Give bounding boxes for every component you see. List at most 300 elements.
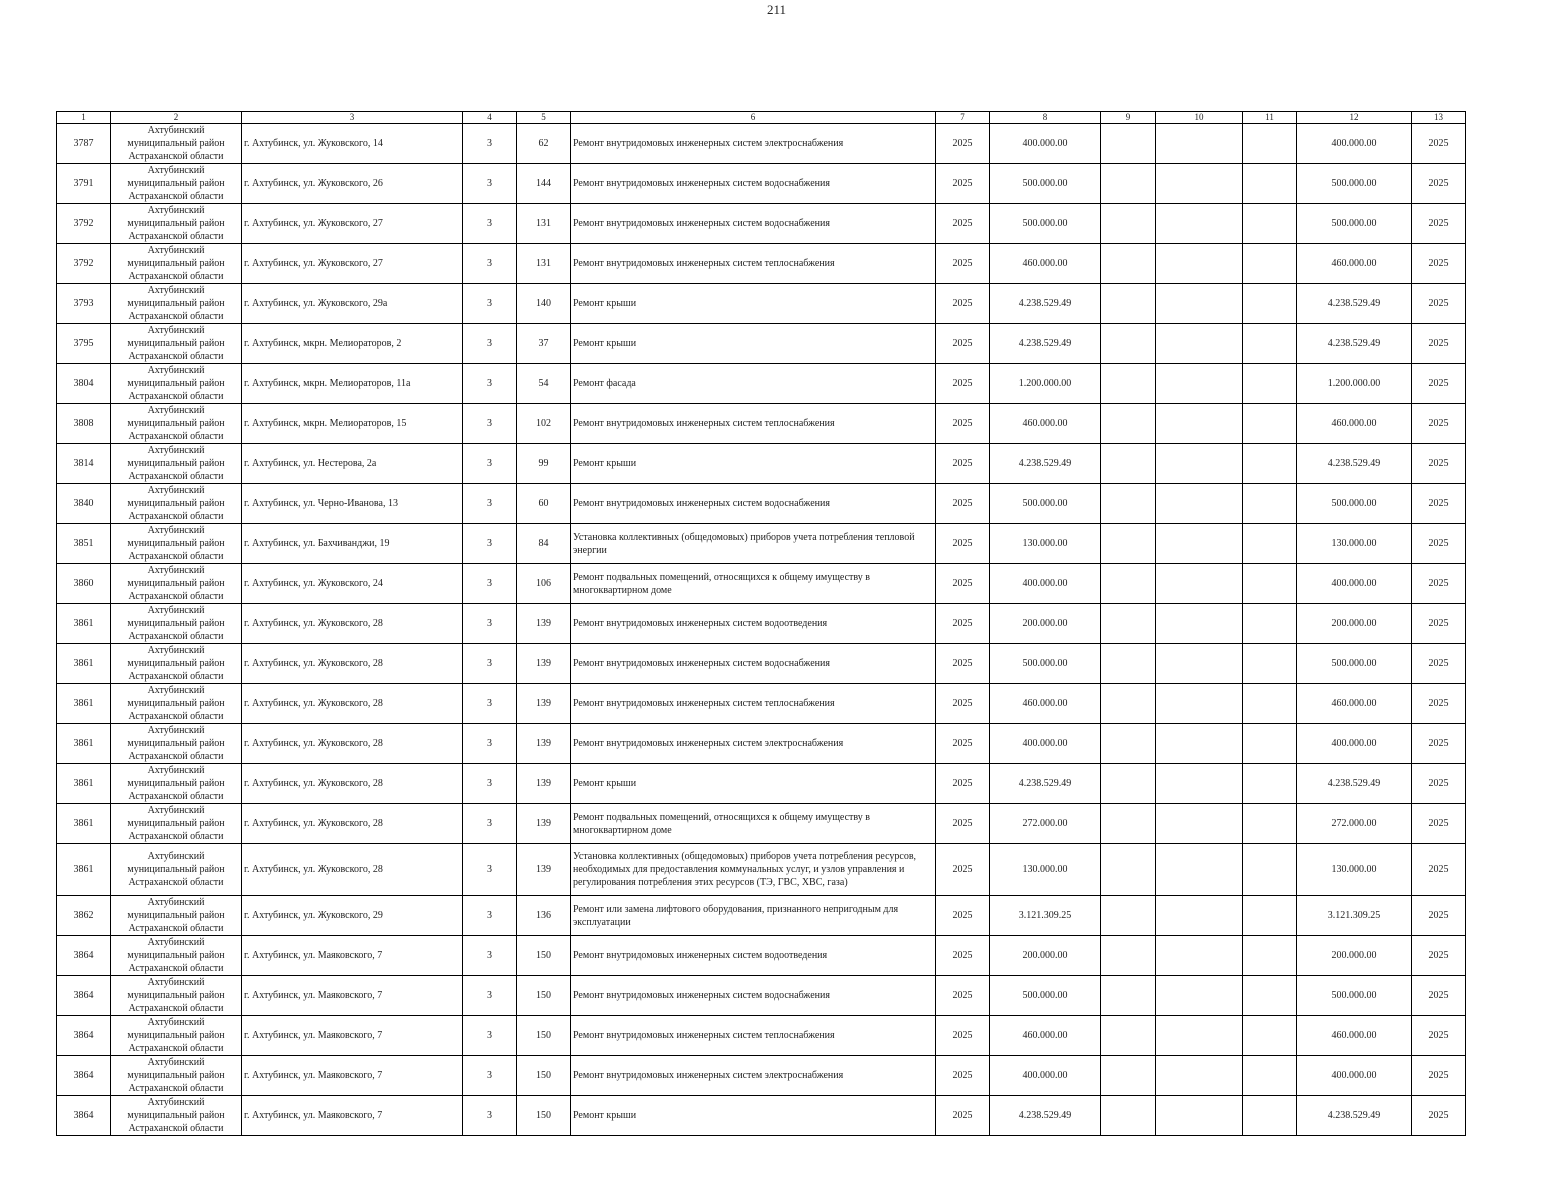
cell-cost: 4.238.529.49 xyxy=(990,444,1101,484)
municipality-line: муниципальный район xyxy=(127,1110,225,1121)
cell-year: 2025 xyxy=(936,164,990,204)
municipality-line: Астраханской области xyxy=(128,831,224,842)
cell-year: 2025 xyxy=(936,324,990,364)
cell-year: 2025 xyxy=(936,604,990,644)
cell-col-4: 3 xyxy=(463,124,517,164)
cell-total: 200.000.00 xyxy=(1297,936,1412,976)
cell-col-10 xyxy=(1156,844,1243,896)
cell-municipality xyxy=(111,244,242,284)
municipality-line: Ахтубинский xyxy=(147,765,205,776)
municipality-line: Астраханской области xyxy=(128,751,224,762)
cell-work-type: Ремонт внутридомовых инженерных систем водоснабжения xyxy=(571,644,936,684)
cell-record-number: 3791 xyxy=(57,164,111,204)
cell-record-number: 3861 xyxy=(57,604,111,644)
cell-col-11 xyxy=(1243,764,1297,804)
cell-col-9 xyxy=(1101,604,1156,644)
municipality-line: муниципальный район xyxy=(127,818,225,829)
municipality-line: муниципальный район xyxy=(127,498,225,509)
cell-municipality xyxy=(111,484,242,524)
cell-cost: 130.000.00 xyxy=(990,524,1101,564)
cell-col-11 xyxy=(1243,244,1297,284)
municipality-line: Ахтубинский xyxy=(147,977,205,988)
cell-record-number: 3792 xyxy=(57,244,111,284)
municipality-line: муниципальный район xyxy=(127,378,225,389)
cell-total: 272.000.00 xyxy=(1297,804,1412,844)
municipality-line: Астраханской области xyxy=(128,877,224,888)
cell-col-4: 3 xyxy=(463,936,517,976)
cell-year: 2025 xyxy=(936,404,990,444)
cell-col-10 xyxy=(1156,524,1243,564)
cell-col-4: 3 xyxy=(463,844,517,896)
cell-cost: 460.000.00 xyxy=(990,684,1101,724)
cell-col-10 xyxy=(1156,1056,1243,1096)
table-row xyxy=(57,1096,1466,1136)
cell-cost: 3.121.309.25 xyxy=(990,896,1101,936)
cell-address: г. Ахтубинск, ул. Маяковского, 7 xyxy=(242,1096,463,1136)
cell-col-9 xyxy=(1101,976,1156,1016)
cell-col-5: 131 xyxy=(517,244,571,284)
cell-col-5: 150 xyxy=(517,1096,571,1136)
municipality-line: муниципальный район xyxy=(127,658,225,669)
cell-address: г. Ахтубинск, ул. Жуковского, 28 xyxy=(242,804,463,844)
cell-municipality xyxy=(111,976,242,1016)
column-number: 11 xyxy=(1243,112,1297,124)
cell-completion-year: 2025 xyxy=(1412,804,1466,844)
cell-col-10 xyxy=(1156,124,1243,164)
municipality-line: Ахтубинский xyxy=(147,405,205,416)
cell-completion-year: 2025 xyxy=(1412,1096,1466,1136)
cell-col-11 xyxy=(1243,1056,1297,1096)
cell-col-4: 3 xyxy=(463,976,517,1016)
cell-record-number: 3787 xyxy=(57,124,111,164)
municipality-line: Астраханской области xyxy=(128,391,224,402)
cell-col-10 xyxy=(1156,164,1243,204)
cell-total: 460.000.00 xyxy=(1297,1016,1412,1056)
cell-col-9 xyxy=(1101,1056,1156,1096)
cell-total: 460.000.00 xyxy=(1297,404,1412,444)
cell-col-4: 3 xyxy=(463,324,517,364)
cell-col-9 xyxy=(1101,244,1156,284)
cell-col-10 xyxy=(1156,444,1243,484)
municipality-line: Астраханской области xyxy=(128,671,224,682)
cell-completion-year: 2025 xyxy=(1412,364,1466,404)
cell-record-number: 3864 xyxy=(57,976,111,1016)
cell-cost: 400.000.00 xyxy=(990,724,1101,764)
municipality-line: Астраханской области xyxy=(128,963,224,974)
cell-total: 4.238.529.49 xyxy=(1297,1096,1412,1136)
cell-year: 2025 xyxy=(936,1056,990,1096)
cell-col-4: 3 xyxy=(463,724,517,764)
cell-col-10 xyxy=(1156,804,1243,844)
cell-address: г. Ахтубинск, ул. Жуковского, 29а xyxy=(242,284,463,324)
cell-total: 400.000.00 xyxy=(1297,564,1412,604)
cell-col-9 xyxy=(1101,1016,1156,1056)
cell-work-type: Ремонт фасада xyxy=(571,364,936,404)
municipality-line: муниципальный район xyxy=(127,298,225,309)
table-row xyxy=(57,444,1466,484)
cell-total: 400.000.00 xyxy=(1297,1056,1412,1096)
cell-record-number: 3861 xyxy=(57,764,111,804)
municipality-line: Астраханской области xyxy=(128,431,224,442)
cell-cost: 500.000.00 xyxy=(990,164,1101,204)
municipality-line: Ахтубинский xyxy=(147,485,205,496)
cell-col-4: 3 xyxy=(463,896,517,936)
cell-col-5: 139 xyxy=(517,724,571,764)
cell-record-number: 3864 xyxy=(57,1016,111,1056)
cell-col-5: 99 xyxy=(517,444,571,484)
municipality-line: Ахтубинский xyxy=(147,937,205,948)
column-number: 3 xyxy=(242,112,463,124)
cell-address: г. Ахтубинск, ул. Жуковского, 27 xyxy=(242,204,463,244)
cell-year: 2025 xyxy=(936,1096,990,1136)
cell-col-11 xyxy=(1243,644,1297,684)
column-number: 1 xyxy=(57,112,111,124)
column-number: 6 xyxy=(571,112,936,124)
cell-record-number: 3864 xyxy=(57,1096,111,1136)
municipality-line: Ахтубинский xyxy=(147,205,205,216)
cell-cost: 500.000.00 xyxy=(990,484,1101,524)
cell-work-type: Ремонт внутридомовых инженерных систем теплоснабжения xyxy=(571,404,936,444)
table-row xyxy=(57,284,1466,324)
cell-col-11 xyxy=(1243,524,1297,564)
cell-work-type: Ремонт внутридомовых инженерных систем теплоснабжения xyxy=(571,244,936,284)
cell-work-type: Ремонт внутридомовых инженерных систем электроснабжения xyxy=(571,724,936,764)
cell-address: г. Ахтубинск, мкрн. Мелиораторов, 11а xyxy=(242,364,463,404)
table-row xyxy=(57,204,1466,244)
cell-col-11 xyxy=(1243,284,1297,324)
cell-municipality xyxy=(111,844,242,896)
cell-col-5: 139 xyxy=(517,684,571,724)
cell-col-5: 60 xyxy=(517,484,571,524)
cell-municipality xyxy=(111,724,242,764)
cell-col-10 xyxy=(1156,324,1243,364)
cell-record-number: 3861 xyxy=(57,844,111,896)
cell-work-type: Ремонт внутридомовых инженерных систем водоснабжения xyxy=(571,484,936,524)
municipality-line: Ахтубинский xyxy=(147,1097,205,1108)
table-row xyxy=(57,896,1466,936)
cell-total: 4.238.529.49 xyxy=(1297,764,1412,804)
cell-total: 200.000.00 xyxy=(1297,604,1412,644)
municipality-line: Астраханской области xyxy=(128,1003,224,1014)
municipality-line: муниципальный район xyxy=(127,990,225,1001)
cell-year: 2025 xyxy=(936,564,990,604)
municipality-line: Ахтубинский xyxy=(147,285,205,296)
cell-col-11 xyxy=(1243,724,1297,764)
cell-col-4: 3 xyxy=(463,164,517,204)
cell-completion-year: 2025 xyxy=(1412,444,1466,484)
cell-completion-year: 2025 xyxy=(1412,684,1466,724)
cell-record-number: 3840 xyxy=(57,484,111,524)
cell-col-11 xyxy=(1243,804,1297,844)
cell-year: 2025 xyxy=(936,204,990,244)
cell-col-5: 140 xyxy=(517,284,571,324)
cell-col-9 xyxy=(1101,524,1156,564)
municipality-line: муниципальный район xyxy=(127,698,225,709)
cell-col-9 xyxy=(1101,484,1156,524)
cell-col-4: 3 xyxy=(463,804,517,844)
cell-year: 2025 xyxy=(936,936,990,976)
cell-municipality xyxy=(111,444,242,484)
cell-record-number: 3860 xyxy=(57,564,111,604)
column-number: 5 xyxy=(517,112,571,124)
municipality-line: Ахтубинский xyxy=(147,851,205,862)
cell-col-10 xyxy=(1156,244,1243,284)
cell-col-4: 3 xyxy=(463,604,517,644)
cell-record-number: 3795 xyxy=(57,324,111,364)
cell-col-5: 54 xyxy=(517,364,571,404)
municipality-line: муниципальный район xyxy=(127,178,225,189)
municipality-line: Ахтубинский xyxy=(147,125,205,136)
cell-col-10 xyxy=(1156,604,1243,644)
table-body xyxy=(57,124,1466,1136)
cell-col-5: 150 xyxy=(517,976,571,1016)
cell-work-type: Ремонт подвальных помещений, относящихся к общему имуществу в многоквартирном доме xyxy=(571,804,936,844)
cell-record-number: 3804 xyxy=(57,364,111,404)
municipality-line: Ахтубинский xyxy=(147,165,205,176)
cell-address: г. Ахтубинск, ул. Нестерова, 2а xyxy=(242,444,463,484)
municipality-line: Астраханской области xyxy=(128,711,224,722)
cell-record-number: 3861 xyxy=(57,644,111,684)
table-row xyxy=(57,364,1466,404)
cell-col-5: 139 xyxy=(517,764,571,804)
cell-col-11 xyxy=(1243,484,1297,524)
table-row xyxy=(57,724,1466,764)
cell-col-5: 150 xyxy=(517,1016,571,1056)
cell-year: 2025 xyxy=(936,444,990,484)
cell-address: г. Ахтубинск, ул. Маяковского, 7 xyxy=(242,936,463,976)
cell-completion-year: 2025 xyxy=(1412,1016,1466,1056)
municipality-line: муниципальный район xyxy=(127,950,225,961)
cell-col-4: 3 xyxy=(463,644,517,684)
cell-col-5: 150 xyxy=(517,936,571,976)
municipality-line: муниципальный район xyxy=(127,578,225,589)
cell-total: 400.000.00 xyxy=(1297,124,1412,164)
cell-municipality xyxy=(111,1096,242,1136)
cell-work-type: Ремонт внутридомовых инженерных систем водоотведения xyxy=(571,604,936,644)
municipality-line: Астраханской области xyxy=(128,591,224,602)
cell-record-number: 3861 xyxy=(57,684,111,724)
cell-col-11 xyxy=(1243,976,1297,1016)
cell-col-10 xyxy=(1156,724,1243,764)
cell-completion-year: 2025 xyxy=(1412,404,1466,444)
cell-col-4: 3 xyxy=(463,484,517,524)
cell-completion-year: 2025 xyxy=(1412,124,1466,164)
municipality-line: муниципальный район xyxy=(127,338,225,349)
cell-address: г. Ахтубинск, ул. Жуковского, 28 xyxy=(242,644,463,684)
cell-col-11 xyxy=(1243,604,1297,644)
cell-col-5: 139 xyxy=(517,844,571,896)
cell-year: 2025 xyxy=(936,364,990,404)
column-number: 7 xyxy=(936,112,990,124)
cell-address: г. Ахтубинск, ул. Маяковского, 7 xyxy=(242,1056,463,1096)
cell-cost: 460.000.00 xyxy=(990,244,1101,284)
cell-col-4: 3 xyxy=(463,1016,517,1056)
cell-col-4: 3 xyxy=(463,444,517,484)
cell-cost: 4.238.529.49 xyxy=(990,764,1101,804)
table-row xyxy=(57,844,1466,896)
cell-completion-year: 2025 xyxy=(1412,604,1466,644)
cell-completion-year: 2025 xyxy=(1412,976,1466,1016)
cell-completion-year: 2025 xyxy=(1412,484,1466,524)
cell-address: г. Ахтубинск, ул. Жуковского, 29 xyxy=(242,896,463,936)
cell-col-9 xyxy=(1101,896,1156,936)
cell-cost: 200.000.00 xyxy=(990,604,1101,644)
municipality-line: муниципальный район xyxy=(127,618,225,629)
table-row xyxy=(57,604,1466,644)
cell-col-10 xyxy=(1156,684,1243,724)
cell-year: 2025 xyxy=(936,844,990,896)
cell-col-10 xyxy=(1156,1096,1243,1136)
cell-col-5: 139 xyxy=(517,604,571,644)
cell-municipality xyxy=(111,564,242,604)
cell-col-10 xyxy=(1156,936,1243,976)
municipality-line: Ахтубинский xyxy=(147,645,205,656)
cell-col-9 xyxy=(1101,284,1156,324)
cell-address: г. Ахтубинск, ул. Жуковского, 24 xyxy=(242,564,463,604)
cell-col-5: 106 xyxy=(517,564,571,604)
cell-total: 130.000.00 xyxy=(1297,844,1412,896)
cell-address: г. Ахтубинск, мкрн. Мелиораторов, 15 xyxy=(242,404,463,444)
cell-cost: 460.000.00 xyxy=(990,404,1101,444)
cell-col-10 xyxy=(1156,564,1243,604)
cell-municipality xyxy=(111,204,242,244)
cell-cost: 200.000.00 xyxy=(990,936,1101,976)
municipality-line: Астраханской области xyxy=(128,631,224,642)
municipality-line: Ахтубинский xyxy=(147,445,205,456)
cell-col-10 xyxy=(1156,764,1243,804)
municipality-line: Ахтубинский xyxy=(147,685,205,696)
cell-col-10 xyxy=(1156,644,1243,684)
cell-record-number: 3792 xyxy=(57,204,111,244)
column-number: 2 xyxy=(111,112,242,124)
cell-completion-year: 2025 xyxy=(1412,936,1466,976)
cell-work-type: Установка коллективных (общедомовых) приборов учета потребления тепловой энергии xyxy=(571,524,936,564)
cell-col-4: 3 xyxy=(463,404,517,444)
municipality-line: муниципальный район xyxy=(127,418,225,429)
cell-address: г. Ахтубинск, ул. Бахчиванджи, 19 xyxy=(242,524,463,564)
cell-municipality xyxy=(111,804,242,844)
cell-total: 4.238.529.49 xyxy=(1297,324,1412,364)
cell-col-5: 150 xyxy=(517,1056,571,1096)
cell-col-11 xyxy=(1243,324,1297,364)
cell-cost: 500.000.00 xyxy=(990,976,1101,1016)
column-number: 12 xyxy=(1297,112,1412,124)
municipality-line: муниципальный район xyxy=(127,864,225,875)
cell-completion-year: 2025 xyxy=(1412,844,1466,896)
table-row xyxy=(57,976,1466,1016)
cell-col-10 xyxy=(1156,896,1243,936)
cell-col-11 xyxy=(1243,204,1297,244)
municipality-line: Астраханской области xyxy=(128,191,224,202)
municipality-line: Астраханской области xyxy=(128,1123,224,1134)
municipality-line: Астраханской области xyxy=(128,551,224,562)
cell-col-4: 3 xyxy=(463,1096,517,1136)
column-number: 4 xyxy=(463,112,517,124)
table-row xyxy=(57,804,1466,844)
cell-total: 130.000.00 xyxy=(1297,524,1412,564)
cell-record-number: 3814 xyxy=(57,444,111,484)
cell-work-type: Ремонт внутридомовых инженерных систем водоотведения xyxy=(571,936,936,976)
cell-year: 2025 xyxy=(936,124,990,164)
table-row xyxy=(57,644,1466,684)
cell-cost: 400.000.00 xyxy=(990,564,1101,604)
municipality-line: Астраханской области xyxy=(128,231,224,242)
cell-record-number: 3864 xyxy=(57,1056,111,1096)
cell-col-10 xyxy=(1156,976,1243,1016)
cell-year: 2025 xyxy=(936,804,990,844)
cell-record-number: 3808 xyxy=(57,404,111,444)
cell-col-11 xyxy=(1243,844,1297,896)
cell-col-9 xyxy=(1101,644,1156,684)
municipality-line: муниципальный район xyxy=(127,538,225,549)
cell-total: 500.000.00 xyxy=(1297,976,1412,1016)
cell-col-4: 3 xyxy=(463,684,517,724)
cell-col-11 xyxy=(1243,364,1297,404)
municipality-line: Ахтубинский xyxy=(147,365,205,376)
cell-col-4: 3 xyxy=(463,1056,517,1096)
municipality-line: Ахтубинский xyxy=(147,565,205,576)
cell-address: г. Ахтубинск, ул. Жуковского, 28 xyxy=(242,604,463,644)
cell-record-number: 3864 xyxy=(57,936,111,976)
table-row xyxy=(57,324,1466,364)
cell-col-4: 3 xyxy=(463,364,517,404)
cell-cost: 400.000.00 xyxy=(990,124,1101,164)
cell-cost: 400.000.00 xyxy=(990,1056,1101,1096)
column-number-row xyxy=(57,112,1466,124)
table-row xyxy=(57,764,1466,804)
cell-total: 3.121.309.25 xyxy=(1297,896,1412,936)
cell-cost: 500.000.00 xyxy=(990,644,1101,684)
cell-address: г. Ахтубинск, ул. Маяковского, 7 xyxy=(242,976,463,1016)
column-number: 9 xyxy=(1101,112,1156,124)
cell-total: 4.238.529.49 xyxy=(1297,284,1412,324)
cell-work-type: Ремонт или замена лифтового оборудования, признанного непригодным для эксплуатации xyxy=(571,896,936,936)
municipality-line: Астраханской области xyxy=(128,271,224,282)
table-row xyxy=(57,404,1466,444)
municipality-line: муниципальный район xyxy=(127,738,225,749)
cell-col-11 xyxy=(1243,896,1297,936)
cell-col-4: 3 xyxy=(463,284,517,324)
cell-work-type: Установка коллективных (общедомовых) приборов учета потребления ресурсов, необходимых для предоставления коммунальных услуг, и узлов управления и регулирования потребления этих ресурсов (ТЭ, ГВС, ХВС, газа) xyxy=(571,844,936,896)
cell-year: 2025 xyxy=(936,484,990,524)
table-row xyxy=(57,1056,1466,1096)
municipality-line: Астраханской области xyxy=(128,791,224,802)
cell-work-type: Ремонт внутридомовых инженерных систем электроснабжения xyxy=(571,124,936,164)
cell-total: 500.000.00 xyxy=(1297,484,1412,524)
cell-col-9 xyxy=(1101,844,1156,896)
cell-col-5: 144 xyxy=(517,164,571,204)
cell-completion-year: 2025 xyxy=(1412,644,1466,684)
cell-col-5: 62 xyxy=(517,124,571,164)
cell-cost: 4.238.529.49 xyxy=(990,284,1101,324)
cell-total: 400.000.00 xyxy=(1297,724,1412,764)
cell-address: г. Ахтубинск, ул. Жуковского, 28 xyxy=(242,844,463,896)
cell-total: 1.200.000.00 xyxy=(1297,364,1412,404)
cell-work-type: Ремонт подвальных помещений, относящихся к общему имуществу в многоквартирном доме xyxy=(571,564,936,604)
cell-col-5: 84 xyxy=(517,524,571,564)
cell-completion-year: 2025 xyxy=(1412,324,1466,364)
cell-year: 2025 xyxy=(936,764,990,804)
cell-municipality xyxy=(111,684,242,724)
cell-record-number: 3851 xyxy=(57,524,111,564)
cell-cost: 130.000.00 xyxy=(990,844,1101,896)
cell-cost: 272.000.00 xyxy=(990,804,1101,844)
municipality-line: Астраханской области xyxy=(128,471,224,482)
cell-col-9 xyxy=(1101,684,1156,724)
cell-year: 2025 xyxy=(936,524,990,564)
cell-col-5: 131 xyxy=(517,204,571,244)
cell-completion-year: 2025 xyxy=(1412,564,1466,604)
